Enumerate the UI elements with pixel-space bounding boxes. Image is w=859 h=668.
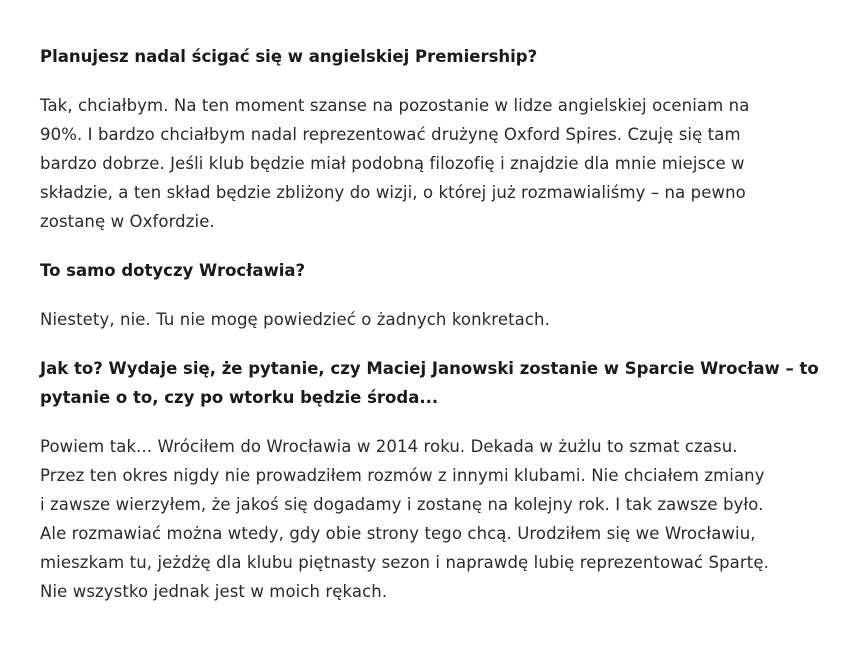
answer-line: Tak, chciałbym. Na ten moment szanse na pozostanie w lidze angielskiej oceniam na [40,96,750,115]
question-wroclaw [40,256,819,285]
answer-sparta-wroclaw [40,432,819,606]
question-line: pytanie o to, czy po wtorku będzie środa... [40,388,439,407]
answer-line: Ale rozmawiać można wtedy, gdy obie strony tego chcą. Urodziłem się we Wrocławiu, [40,524,756,543]
answer-oxford-premiership [40,91,819,236]
answer-line: zostanę w Oxfordzie. [40,212,215,231]
question-sparta-wroclaw [40,354,819,412]
answer-line: Przez ten okres nigdy nie prowadziłem rozmów z innymi klubami. Nie chciałem zmiany [40,466,765,485]
question-oxford-premiership [40,42,819,71]
answer-line: Nie wszystko jednak jest w moich rękach. [40,582,388,601]
question-line: Planujesz nadal ścigać się w angielskiej Premiership? [40,47,538,66]
question-line: To samo dotyczy Wrocławia? [40,261,306,280]
answer-line: mieszkam tu, jeżdżę dla klubu piętnasty sezon i naprawdę lubię reprezentować Spartę. [40,553,769,572]
answer-line: 90%. I bardzo chciałbym nadal reprezentować drużynę Oxford Spires. Czuję się tam [40,125,741,144]
question-line: Jak to? Wydaje się, że pytanie, czy Maciej Janowski zostanie w Sparcie Wrocław – to [40,359,819,378]
answer-line: Powiem tak... Wróciłem do Wrocławia w 2014 roku. Dekada w żużlu to szmat czasu. [40,437,738,456]
answer-line: i zawsze wierzyłem, że jakoś się dogadamy i zostanę na kolejny rok. I tak zawsze było. [40,495,764,514]
answer-line: Niestety, nie. Tu nie mogę powiedzieć o żadnych konkretach. [40,310,550,329]
answer-line: składzie, a ten skład będzie zbliżony do wizji, o której już rozmawialiśmy – na pewno [40,183,746,202]
answer-line: bardzo dobrze. Jeśli klub będzie miał podobną filozofię i znajdzie dla mnie miejsce w [40,154,745,173]
answer-wroclaw [40,305,819,334]
